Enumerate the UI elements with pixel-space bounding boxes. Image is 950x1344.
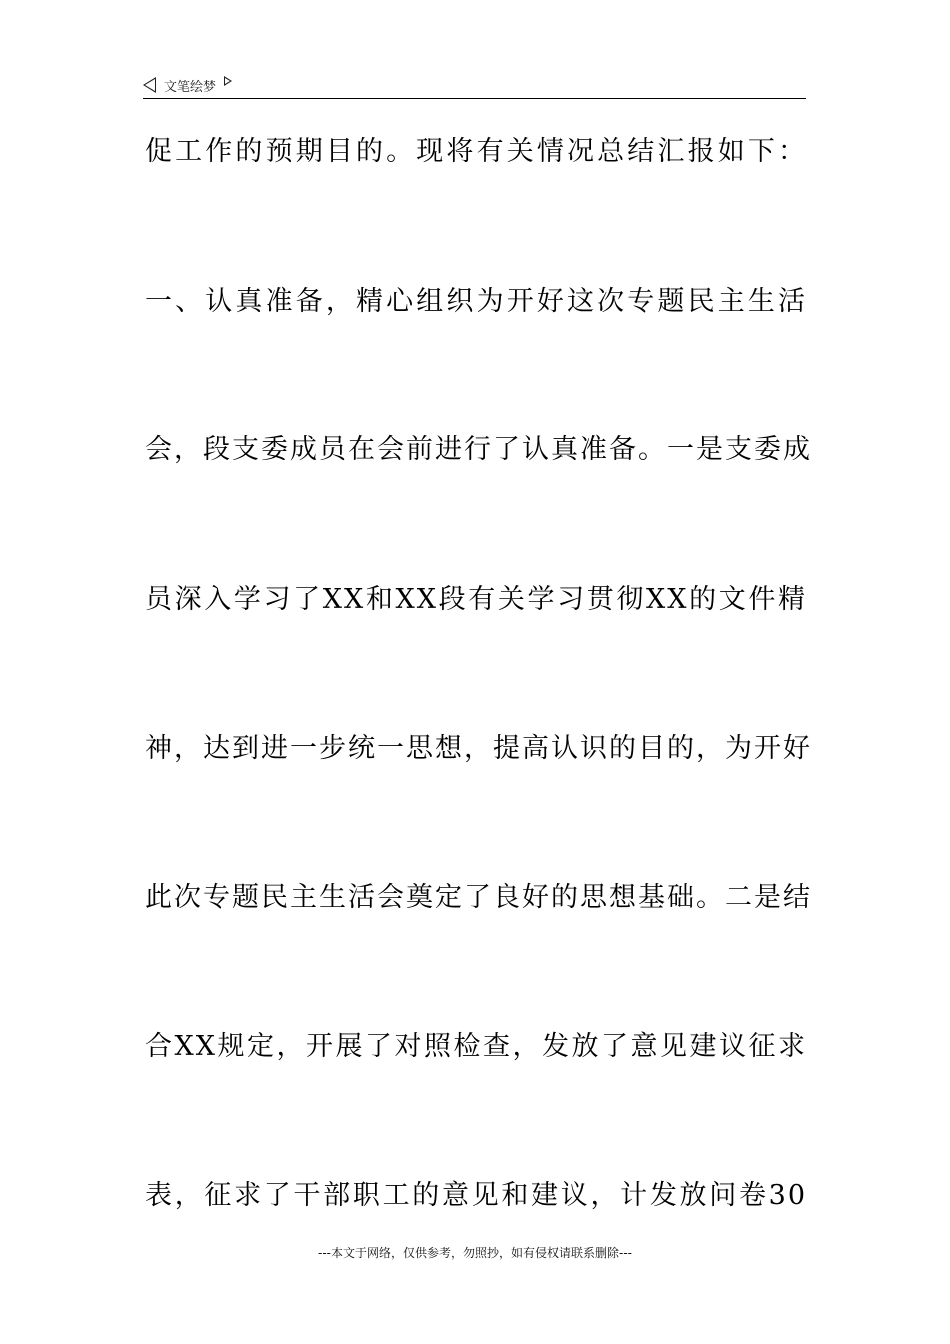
body-line-1: 促工作的预期目的。现将有关情况总结汇报如下：: [145, 136, 807, 167]
header-divider: [143, 98, 806, 99]
header-title: 文笔绘梦: [164, 79, 217, 95]
body-line-4: 员深入学习了XX和XX段有关学习贯彻XX的文件精: [145, 584, 807, 615]
body-line-7: 合XX规定，开展了对照检查，发放了意见建议征求: [145, 1031, 807, 1062]
triangle-right-icon: [224, 76, 232, 86]
triangle-left-icon: [143, 77, 156, 93]
body-line-5: 神，达到进一步统一思想，提高认识的目的，为开好: [145, 733, 812, 764]
body-line-2: 一、认真准备，精心组织为开好这次专题民主生活: [145, 286, 807, 317]
page-header: [143, 74, 232, 96]
body-line-3: 会，段支委成员在会前进行了认真准备。一是支委成: [145, 434, 812, 465]
page-footer: ---本文于网络，仅供参考，勿照抄，如有侵权请联系删除---: [318, 1246, 632, 1260]
body-line-8: 表，征求了干部职工的意见和建议，计发放问卷30: [145, 1180, 807, 1211]
body-line-6: 此次专题民主生活会奠定了良好的思想基础。二是结: [145, 882, 812, 913]
